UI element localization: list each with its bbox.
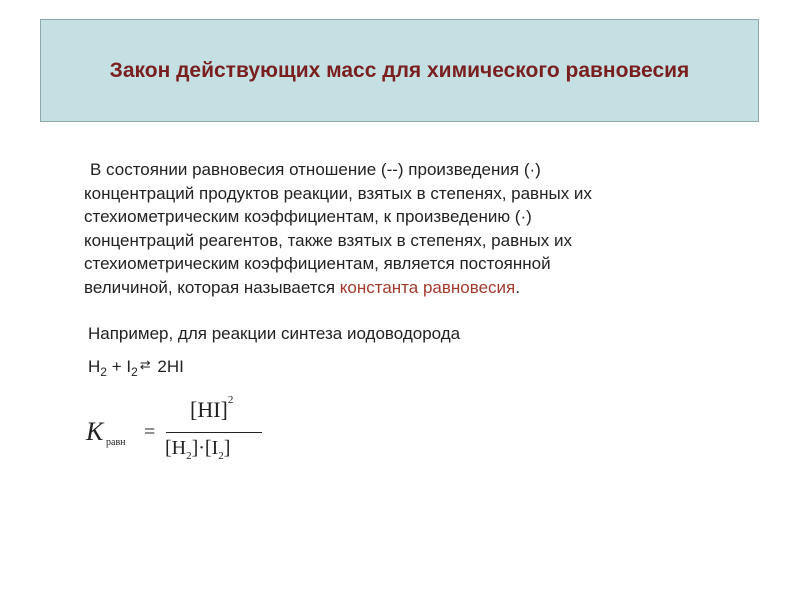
example-text: Например, для реакции синтеза иодоводорода bbox=[88, 324, 461, 343]
paragraph-period: . bbox=[515, 277, 520, 297]
formula-numerator bbox=[190, 393, 234, 423]
paragraph-last-line bbox=[84, 276, 774, 300]
product: 2HI bbox=[152, 357, 184, 376]
denominator-close: ] bbox=[223, 437, 231, 459]
paragraph-text: величиной, которая называется bbox=[84, 277, 340, 297]
reactant-i-subscript: 2 bbox=[131, 365, 138, 379]
equilibrium-arrow-icon: ⇄ bbox=[139, 357, 151, 372]
reactant-i: + I bbox=[106, 357, 132, 376]
denominator-h: [H bbox=[165, 437, 187, 459]
equilibrium-constant-formula bbox=[80, 395, 300, 475]
denominator-i-subscript: 2 bbox=[218, 450, 224, 462]
highlighted-term: константа равновесия bbox=[339, 277, 516, 297]
reaction-equation bbox=[88, 357, 184, 379]
slide-title: Закон действующих масс для химического равновесия bbox=[109, 59, 690, 82]
denominator-h-subscript: 2 bbox=[186, 450, 192, 462]
paragraph-line: В состоянии равновесия отношение (--) произведения (·) bbox=[90, 160, 541, 179]
reactant-h: H bbox=[88, 357, 101, 376]
reactant-h-subscript: 2 bbox=[100, 365, 107, 379]
paragraph-line: концентраций реагентов, также взятых в степенях, равных их bbox=[84, 230, 572, 250]
fraction-bar bbox=[166, 432, 262, 433]
formula-subscript: равн bbox=[106, 437, 126, 448]
formula-equals: = bbox=[144, 421, 156, 443]
numerator-text: [HI] bbox=[190, 397, 228, 422]
definition-paragraph bbox=[84, 158, 774, 299]
denominator-dot: ]·[I bbox=[191, 437, 219, 459]
paragraph-line: стехиометрическим коэффициентам, является постоянной bbox=[84, 254, 551, 273]
formula-symbol: K bbox=[86, 417, 104, 446]
paragraph-line: стехиометрическим коэффициентам, к произведению (·) bbox=[84, 207, 532, 226]
numerator-power: 2 bbox=[227, 393, 234, 406]
slide-title-box bbox=[40, 19, 759, 122]
paragraph-line: концентраций продуктов реакции, взятых в степенях, равных их bbox=[84, 183, 592, 203]
formula-denominator bbox=[165, 437, 230, 462]
